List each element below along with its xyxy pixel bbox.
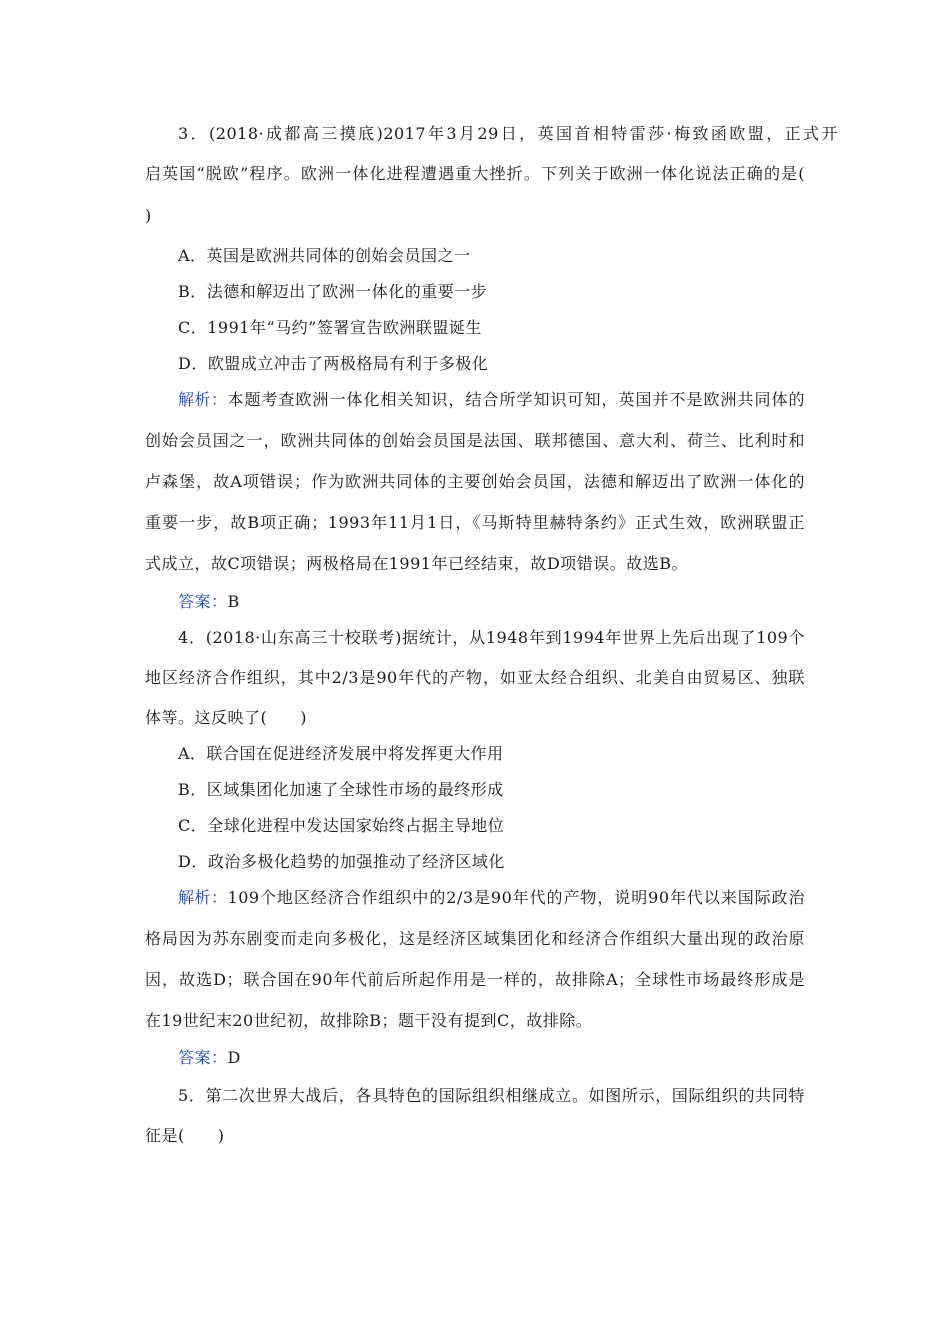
q3-analysis-label: 解析： (178, 390, 228, 409)
q4-analysis-line-2: 格局因为苏东剧变而走向多极化，这是经济区域集团化和经济合作组织大量出现的政治原 (145, 929, 805, 948)
q3-stem-line-1: 3．(2018·成都高三摸底)2017年3月29日，英国首相特雷莎·梅致函欧盟，正式开 (178, 124, 838, 143)
q4-option-a: A．联合国在促进经济发展中将发挥更大作用 (178, 744, 504, 763)
q3-analysis-line-1 (178, 390, 805, 410)
q3-analysis-line-5: 式成立，故C项错误；两极格局在1991年已经结束，故D项错误。故选B。 (145, 554, 689, 573)
q4-answer (178, 1048, 838, 1068)
q3-option-a: A．英国是欧洲共同体的创始会员国之一 (178, 246, 471, 265)
q4-option-b: B．区域集团化加速了全球性市场的最终形成 (178, 780, 504, 799)
q3-stem-line-3: ) (145, 206, 152, 225)
q3-analysis-line-4: 重要一步，故B项正确；1993年11月1日，《马斯特里赫特条约》正式生效，欧洲联盟正 (145, 513, 805, 532)
q3-analysis-line-3: 卢森堡，故A项错误；作为欧洲共同体的主要创始会员国，法德和解迈出了欧洲一体化的 (145, 472, 805, 491)
q3-answer-value: B (227, 592, 240, 611)
q5-stem-line-2: 征是( ) (145, 1126, 225, 1145)
q4-analysis-line-1 (178, 888, 805, 908)
q4-stem-line-3: 体等。这反映了( ) (145, 708, 307, 727)
q3-option-c: C．1991年“马约”签署宣告欧洲联盟诞生 (178, 318, 482, 337)
q3-stem-line-2: 启英国“脱欧”程序。欧洲一体化进程遭遇重大挫折。下列关于欧洲一体化说法正确的是( (145, 164, 805, 183)
q3-analysis-line-2: 创始会员国之一，欧洲共同体的创始会员国是法国、联邦德国、意大利、荷兰、比利时和 (145, 431, 805, 450)
q5-stem-line-1: 5．第二次世界大战后，各具特色的国际组织相继成立。如图所示，国际组织的共同特 (178, 1086, 805, 1105)
q3-answer (178, 592, 838, 612)
q4-analysis-line-3: 因，故选D；联合国在90年代前后所起作用是一样的，故排除A；全球性市场最终形成是 (145, 970, 805, 989)
q4-option-c: C．全球化进程中发达国家始终占据主导地位 (178, 816, 505, 835)
q3-answer-label: 答案： (178, 592, 228, 611)
q4-analysis-line-4: 在19世纪末20世纪初，故排除B；题干没有提到C，故排除。 (145, 1011, 593, 1030)
q4-answer-value: D (227, 1048, 241, 1067)
q4-analysis-label: 解析： (178, 888, 228, 907)
q4-stem-line-2: 地区经济合作组织，其中2/3是90年代的产物，如亚太经合组织、北美自由贸易区、独联 (145, 668, 805, 687)
q4-stem-line-1: 4．(2018·山东高三十校联考)据统计，从1948年到1994年世界上先后出现了109个 (178, 628, 805, 647)
q4-answer-label: 答案： (178, 1048, 228, 1067)
q4-analysis-text-1: 109个地区经济合作组织中的2/3是90年代的产物，说明90年代以来国际政治 (227, 888, 805, 907)
q3-option-b: B．法德和解迈出了欧洲一体化的重要一步 (178, 282, 488, 301)
q4-option-d: D．政治多极化趋势的加强推动了经济区域化 (178, 852, 505, 871)
q3-analysis-text-1: 本题考查欧洲一体化相关知识，结合所学知识可知，英国并不是欧洲共同体的 (227, 390, 805, 409)
q3-option-d: D．欧盟成立冲击了两极格局有利于多极化 (178, 354, 489, 373)
